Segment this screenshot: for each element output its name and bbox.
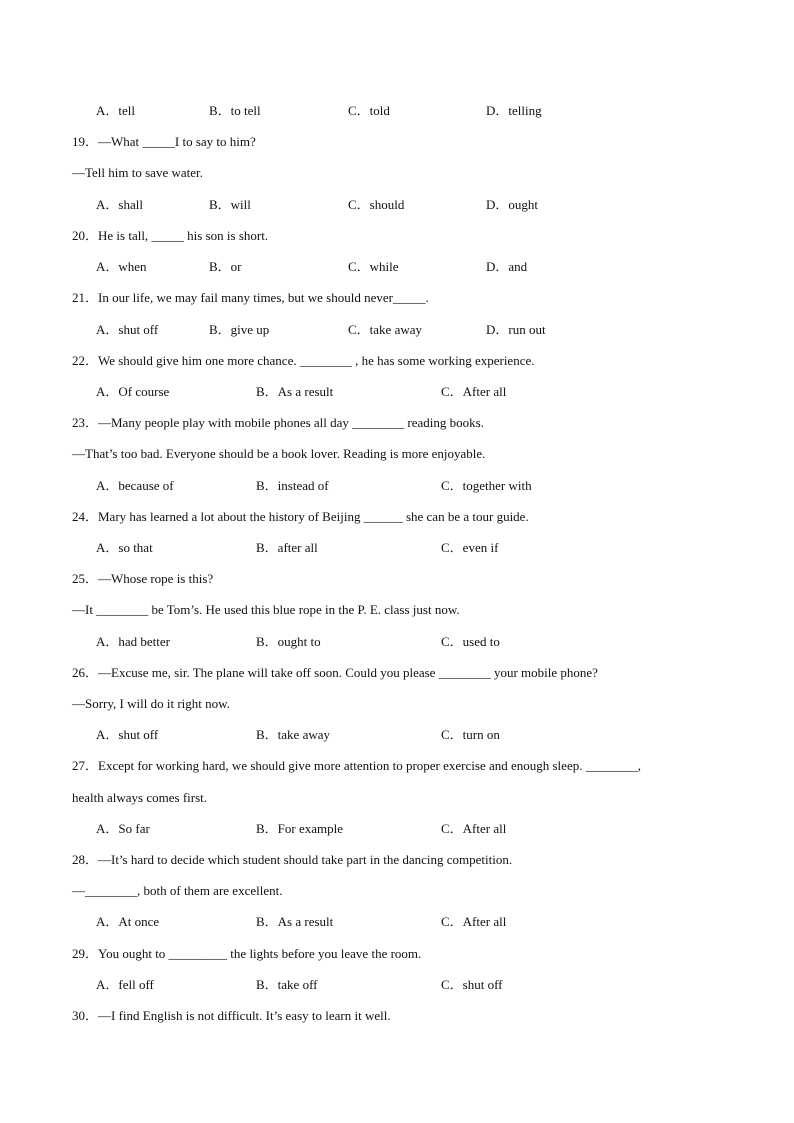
answer-option: B．take away	[256, 727, 331, 742]
answer-option: B．As a result	[256, 914, 334, 929]
answer-option: B．For example	[256, 821, 344, 836]
answer-options-row	[0, 384, 794, 400]
answer-option: C．while	[348, 259, 399, 274]
answer-option: C．After all	[441, 914, 507, 929]
answer-option: C．After all	[441, 384, 507, 399]
answer-options-row	[0, 821, 794, 837]
answer-options-row	[0, 259, 794, 275]
question-text-line: 22．We should give him one more chance. ________ , he has some working experience.	[72, 353, 535, 368]
answer-option: A．when	[96, 259, 147, 274]
answer-option: D．and	[486, 259, 528, 274]
question-text-line: 24．Mary has learned a lot about the history of Beijing ______ she can be a tour guide.	[72, 509, 529, 524]
question-text-line: 29．You ought to _________ the lights before you leave the room.	[72, 946, 422, 961]
answer-option: C．should	[348, 197, 405, 212]
answer-option: B．As a result	[256, 384, 334, 399]
answer-option: B．after all	[256, 540, 318, 555]
question-text-line: 27．Except for working hard, we should give more attention to proper exercise and enough sleep. ________,	[72, 758, 641, 773]
answer-options-row	[0, 634, 794, 650]
answer-options-row	[0, 914, 794, 930]
answer-option: B．take off	[256, 977, 318, 992]
answer-option: C．shut off	[441, 977, 503, 992]
question-text-line: 26．—Excuse me, sir. The plane will take off soon. Could you please ________ your mobile phone?	[72, 665, 598, 680]
answer-option: B．ought to	[256, 634, 321, 649]
answer-option: A．So far	[96, 821, 150, 836]
question-text-line: 28．—It’s hard to decide which student should take part in the dancing competition.	[72, 852, 513, 867]
question-text-line: —It ________ be Tom’s. He used this blue rope in the P. E. class just now.	[72, 602, 460, 617]
answer-option: A．had better	[96, 634, 171, 649]
answer-option: D．telling	[486, 103, 542, 118]
question-text-line: —Sorry, I will do it right now.	[72, 696, 230, 711]
question-text-line: —________, both of them are excellent.	[72, 883, 283, 898]
answer-options-row	[0, 197, 794, 213]
answer-option: A．shut off	[96, 322, 159, 337]
answer-option: A．At once	[96, 914, 160, 929]
answer-option: A．so that	[96, 540, 153, 555]
answer-option: C．turn on	[441, 727, 500, 742]
question-text-line: 25．—Whose rope is this?	[72, 571, 214, 586]
answer-option: C．take away	[348, 322, 423, 337]
answer-option: C．used to	[441, 634, 500, 649]
question-text-line: 20．He is tall, _____ his son is short.	[72, 228, 269, 243]
answer-options-row	[0, 103, 794, 119]
question-text-line: 21．In our life, we may fail many times, but we should never_____.	[72, 290, 429, 305]
question-text-line: health always comes first.	[72, 790, 208, 805]
question-text-line: 19．—What _____I to say to him?	[72, 134, 256, 149]
answer-option: A．Of course	[96, 384, 170, 399]
answer-option: A．fell off	[96, 977, 154, 992]
answer-options-row	[0, 977, 794, 993]
answer-option: C．told	[348, 103, 390, 118]
answer-option: B．or	[209, 259, 242, 274]
answer-options-row	[0, 540, 794, 556]
answer-option: C．After all	[441, 821, 507, 836]
answer-option: A．because of	[96, 478, 174, 493]
question-text-line: —Tell him to save water.	[72, 165, 203, 180]
answer-option: B．instead of	[256, 478, 329, 493]
answer-options-row	[0, 478, 794, 494]
answer-option: D．ought	[486, 197, 539, 212]
answer-option: D．run out	[486, 322, 546, 337]
question-text-line: 30．—I find English is not difficult. It’s easy to learn it well.	[72, 1008, 391, 1023]
answer-option: B．to tell	[209, 103, 261, 118]
answer-option: C．even if	[441, 540, 499, 555]
answer-option: A．shut off	[96, 727, 159, 742]
answer-options-row	[0, 322, 794, 338]
question-text-line: —That’s too bad. Everyone should be a book lover. Reading is more enjoyable.	[72, 446, 486, 461]
answer-option: A．tell	[96, 103, 135, 118]
answer-options-row	[0, 727, 794, 743]
answer-option: B．give up	[209, 322, 270, 337]
answer-option: C．together with	[441, 478, 532, 493]
answer-option: B．will	[209, 197, 251, 212]
answer-option: A．shall	[96, 197, 143, 212]
question-text-line: 23．—Many people play with mobile phones all day ________ reading books.	[72, 415, 484, 430]
